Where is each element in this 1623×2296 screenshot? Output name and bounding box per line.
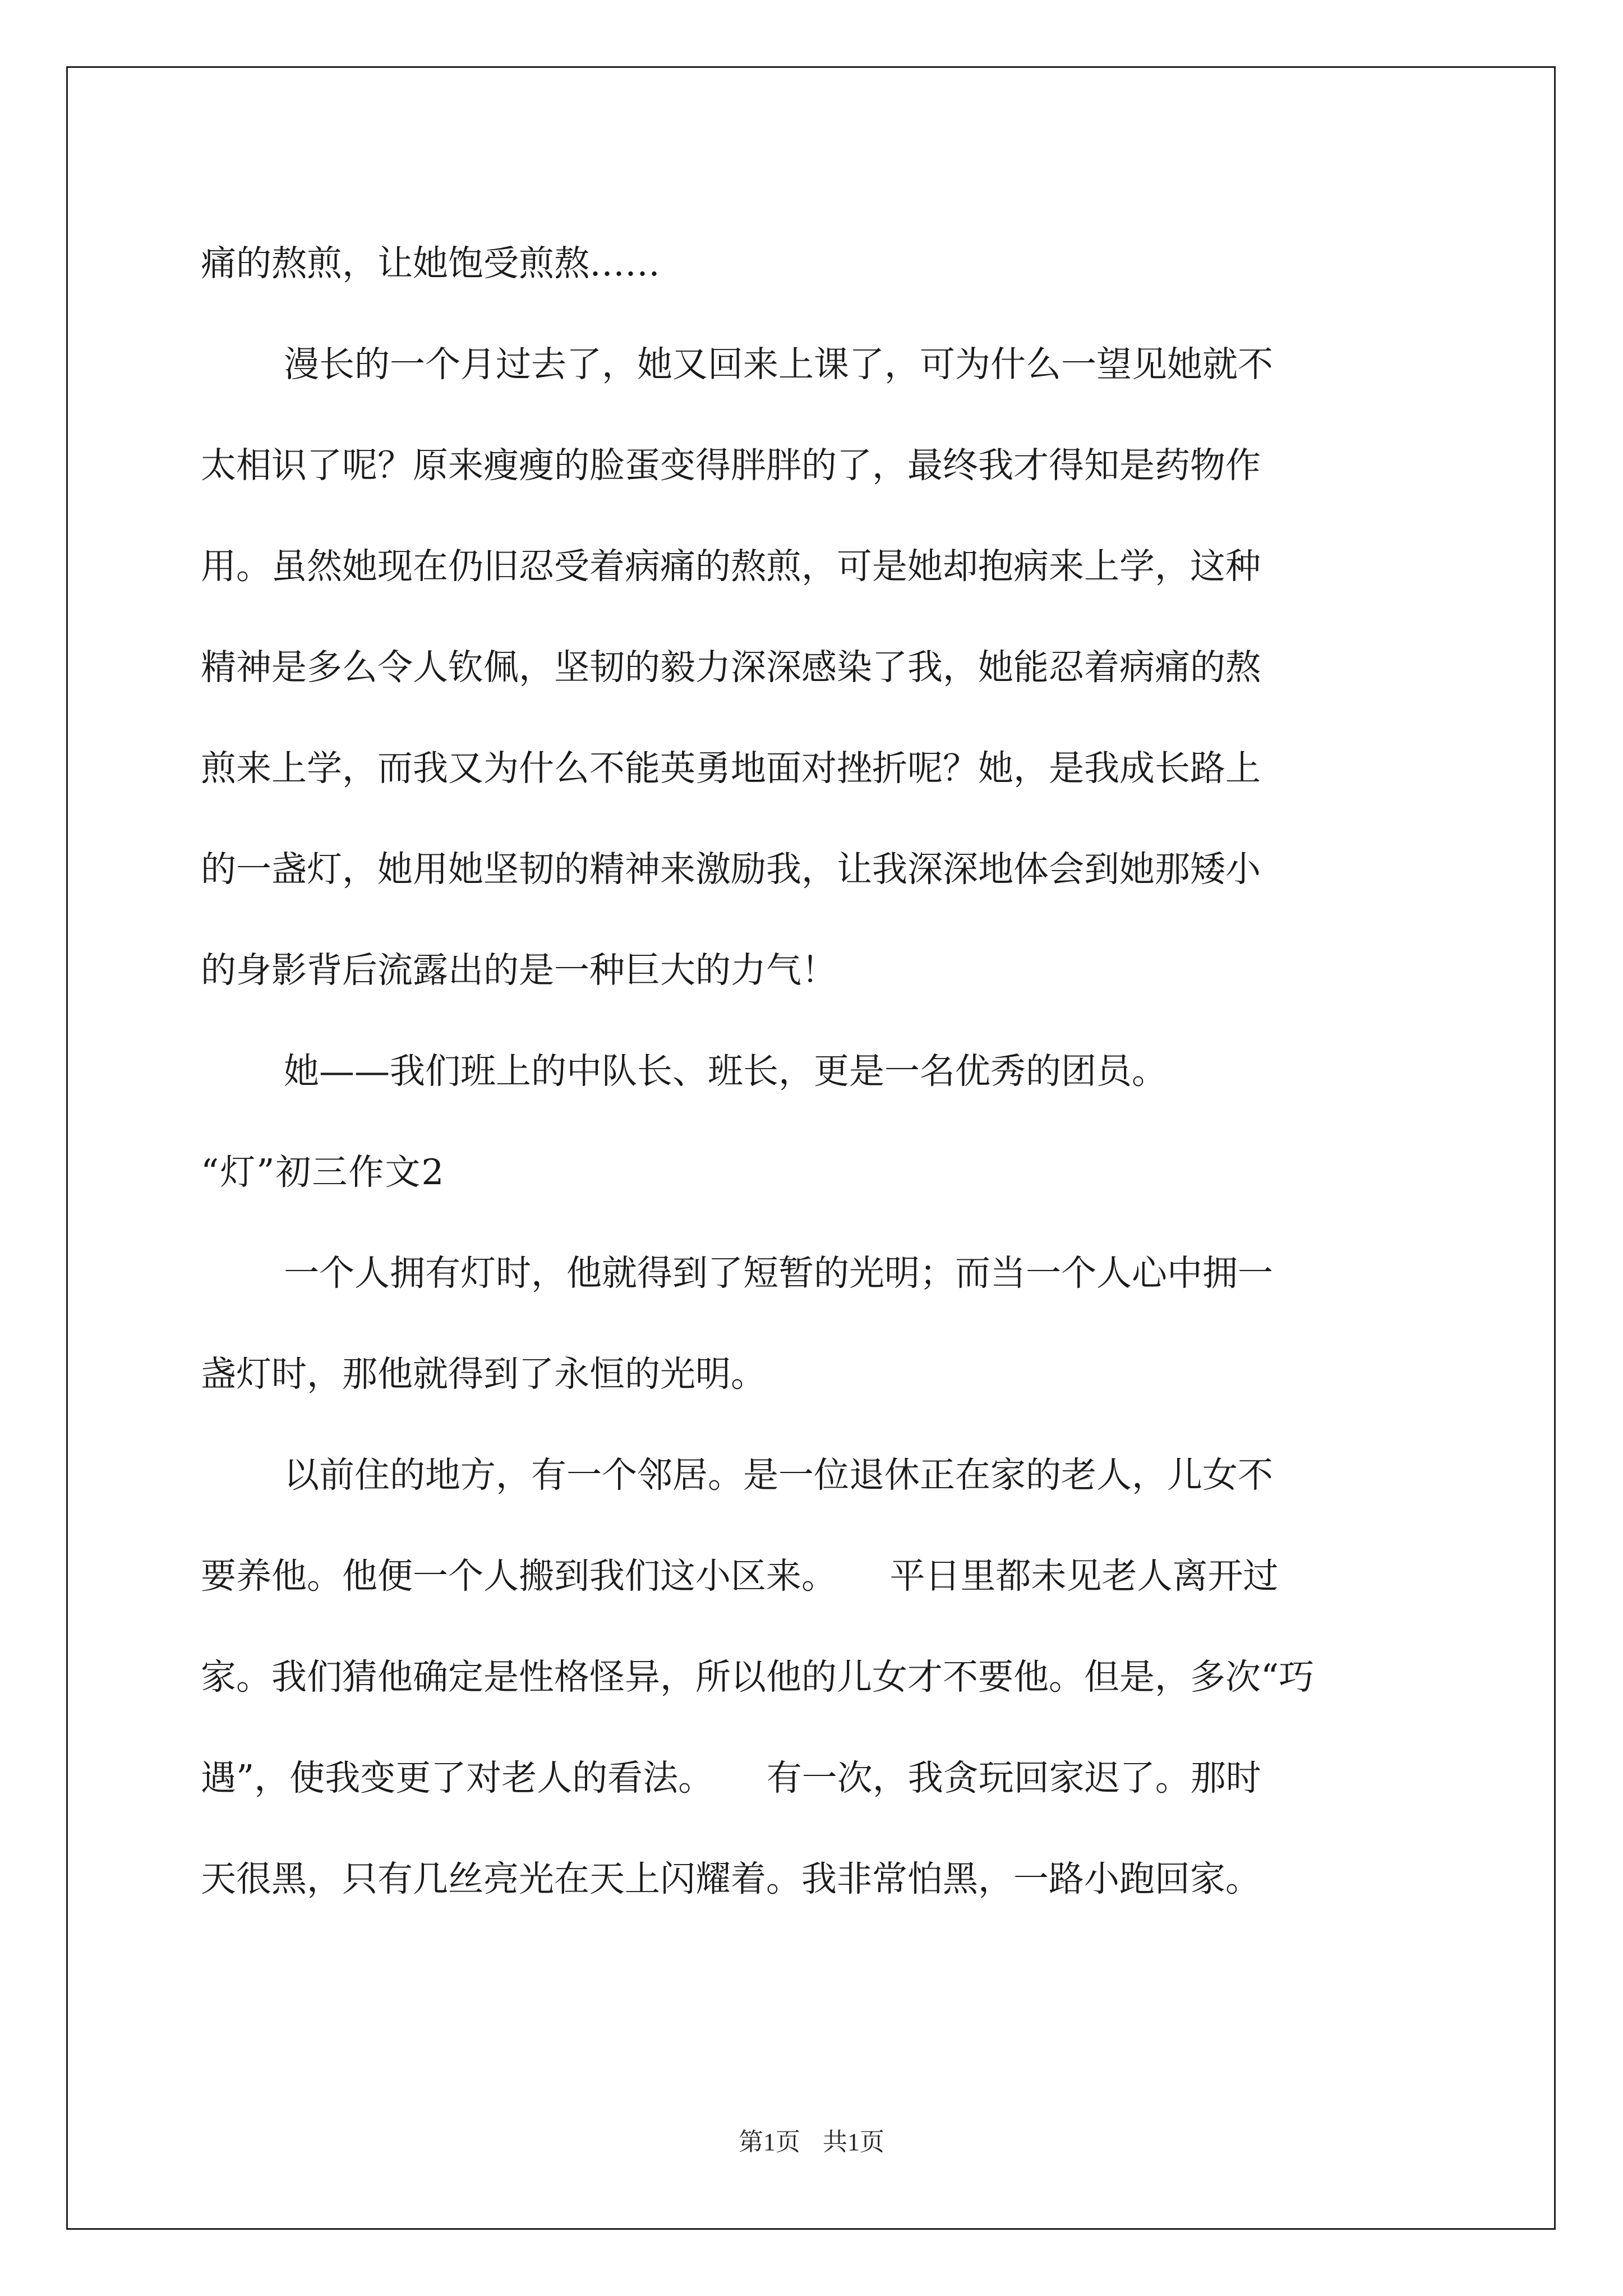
text-line: 痛的熬煎，让她饱受煎熬…… [201,243,660,284]
text-line: 天很黑，只有几丝亮光在天上闪耀着。我非常怕黑，一路小跑回家。 [201,1858,1261,1899]
text-line: 要养他。他便一个人搬到我们这小区来。 平日里都未见老人离开过 [201,1556,1279,1596]
text-line: 遇”，使我变更了对老人的看法。 有一次，我贪玩回家迟了。那时 [201,1757,1261,1798]
text-line: 精神是多么令人钦佩，坚韧的毅力深深感染了我，她能忍着病痛的熬 [201,647,1261,688]
text-line: 盏灯时，那他就得到了永恒的光明。 [201,1354,766,1395]
page-number: 第1页 [739,2128,800,2156]
document-body [201,213,1429,1930]
page-footer [0,2122,1623,2157]
paragraph-line: 一个人拥有灯时，他就得到了短暂的光明；而当一个人心中拥一 [284,1253,1273,1294]
text-line: 太相识了呢？原来瘦瘦的脸蛋变得胖胖的了，最终我才得知是药物作 [201,445,1261,486]
page-total: 共1页 [823,2128,884,2156]
paragraph-line: 漫长的一个月过去了，她又回来上课了，可为什么一望见她就不 [284,344,1273,385]
text-line: 家。我们猜他确定是性格怪异，所以他的儿女才不要他。但是，多次“巧 [201,1657,1315,1697]
paragraph-line: 以前住的地方，有一个邻居。是一位退休正在家的老人，儿女不 [284,1455,1273,1496]
text-line: 的身影背后流露出的是一种巨大的力气！ [201,950,837,991]
text-line: 的一盏灯，她用她坚韧的精神来激励我，让我深深地体会到她那矮小 [201,849,1261,890]
text-line: 煎来上学，而我又为什么不能英勇地面对挫折呢？她，是我成长路上 [201,748,1261,789]
essay-heading: “灯”初三作文2 [201,1152,445,1193]
text-line: 用。虽然她现在仍旧忍受着病痛的熬煎，可是她却抱病来上学，这种 [201,546,1261,587]
paragraph-line: 她——我们班上的中队长、班长，更是一名优秀的团员。 [284,1051,1167,1092]
